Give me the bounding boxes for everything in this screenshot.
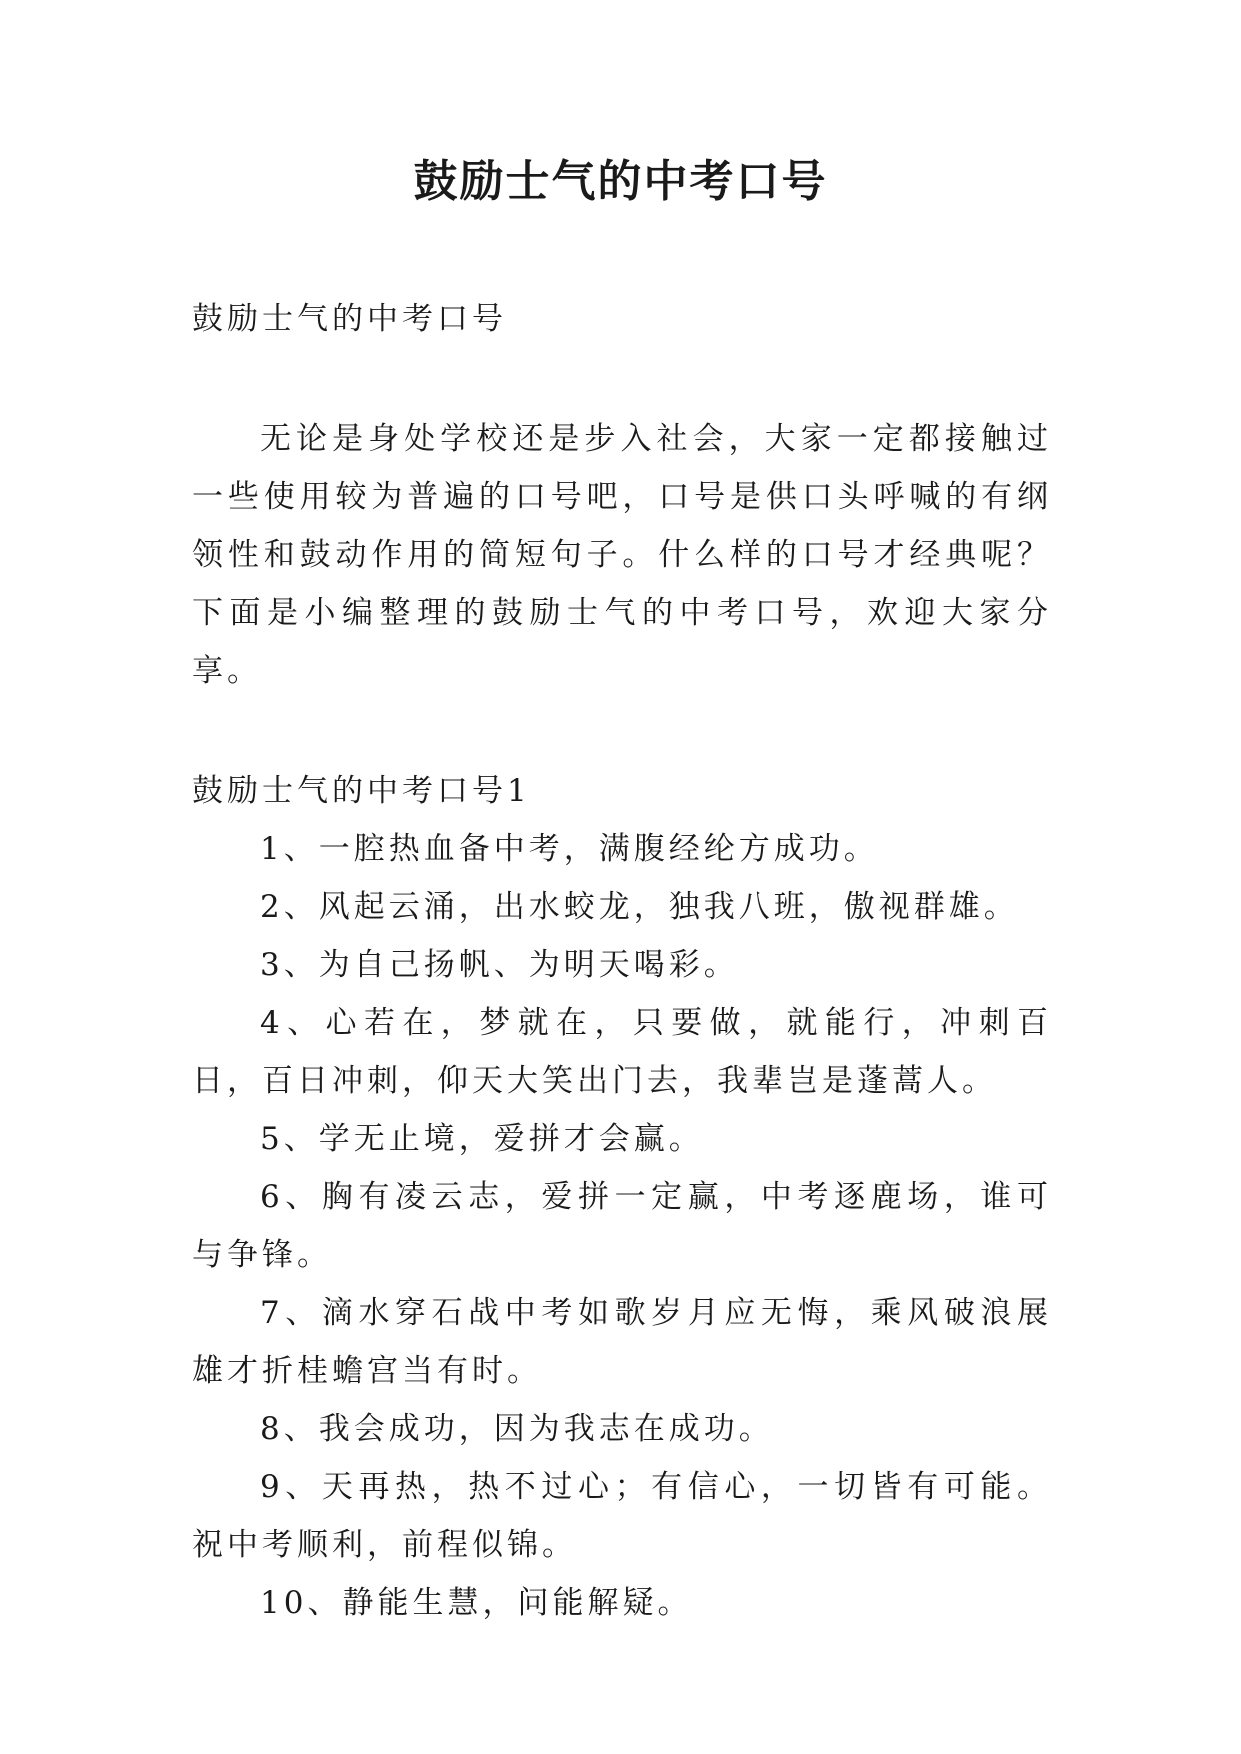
slogan-item: 4、心若在，梦就在，只要做，就能行，冲刺百日，百日冲刺，仰天大笑出门去，我辈岂是蓬蒿人。 [192, 1005, 1052, 1099]
document-body [192, 290, 1052, 1632]
slogan-item: 3、为自己扬帆、为明天喝彩。 [260, 947, 739, 983]
slogan-item: 10、静能生慧，问能解疑。 [260, 1585, 693, 1621]
slogan-list [192, 820, 1052, 1632]
slogan-item: 6、胸有凌云志，爱拼一定赢，中考逐鹿场，谁可与争锋。 [192, 1179, 1052, 1273]
slogan-item: 8、我会成功，因为我志在成功。 [260, 1411, 774, 1447]
slogan-item: 2、风起云涌，出水蛟龙，独我八班，傲视群雄。 [260, 889, 1019, 925]
slogan-item: 7、滴水穿石战中考如歌岁月应无悔，乘风破浪展雄才折桂蟾宫当有时。 [192, 1295, 1052, 1389]
section-heading: 鼓励士气的中考口号1 [192, 773, 531, 809]
slogan-item: 9、天再热，热不过心；有信心，一切皆有可能。祝中考顺利，前程似锦。 [192, 1469, 1052, 1563]
slogan-item: 1、一腔热血备中考，满腹经纶方成功。 [260, 831, 879, 867]
intro-paragraph: 无论是身处学校还是步入社会，大家一定都接触过一些使用较为普遍的口号吧，口号是供口头呼喊的有纲领性和鼓动作用的简短句子。什么样的口号才经典呢？下面是小编整理的鼓励士气的中考口号，欢迎大家分享。 [192, 421, 1052, 689]
page-title: 鼓励士气的中考口号 [413, 156, 828, 207]
slogan-item: 5、学无止境，爱拼才会赢。 [260, 1121, 704, 1157]
document-subtitle: 鼓励士气的中考口号 [192, 301, 507, 337]
